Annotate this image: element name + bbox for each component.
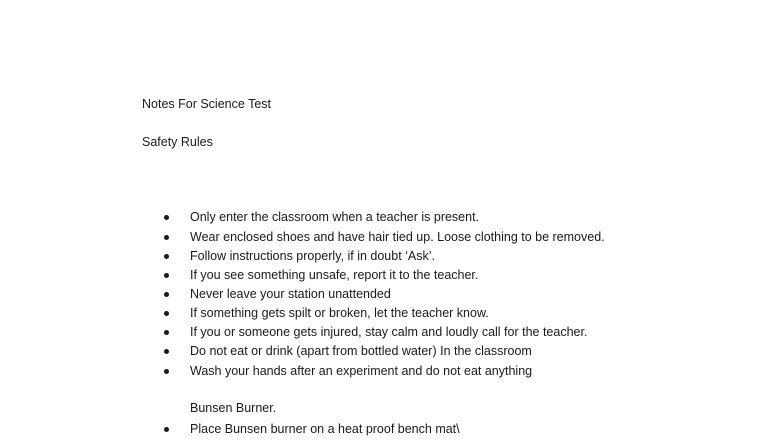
list-item bbox=[0, 266, 784, 285]
bullet-icon bbox=[164, 235, 169, 240]
subsection-heading-bunsen-burner: Bunsen Burner. bbox=[190, 401, 277, 415]
list-item bbox=[0, 208, 784, 227]
bullet-icon bbox=[164, 273, 169, 278]
list-item-text: Never leave your station unattended bbox=[190, 287, 391, 301]
list-item-text: If you see something unsafe, report it to the teacher. bbox=[190, 268, 479, 282]
bullet-icon bbox=[164, 311, 169, 316]
bullet-icon bbox=[164, 330, 169, 335]
list-item-text: Only enter the classroom when a teacher is present. bbox=[190, 210, 480, 224]
list-item bbox=[0, 342, 784, 361]
bullet-icon bbox=[164, 292, 169, 297]
list-item-text: Do not eat or drink (apart from bottled water) In the classroom bbox=[190, 344, 532, 358]
list-item bbox=[0, 228, 784, 247]
bullet-icon bbox=[164, 369, 169, 374]
list-item bbox=[0, 247, 784, 266]
list-item bbox=[0, 304, 784, 323]
bullet-icon bbox=[164, 349, 169, 354]
list-item bbox=[0, 420, 784, 439]
document-title: Notes For Science Test bbox=[142, 97, 271, 111]
bullet-icon bbox=[164, 254, 169, 259]
bullet-icon bbox=[164, 427, 169, 432]
list-item-text: If you or someone gets injured, stay calm and loudly call for the teacher. bbox=[190, 325, 588, 339]
list-item bbox=[0, 323, 784, 342]
list-item-text: Follow instructions properly, if in doubt ‘Ask’. bbox=[190, 249, 436, 263]
list-item-text: Wear enclosed shoes and have hair tied up. Loose clothing to be removed. bbox=[190, 230, 605, 244]
section-heading-safety-rules: Safety Rules bbox=[142, 135, 213, 149]
list-item-text: Wash your hands after an experiment and do not eat anything bbox=[190, 364, 533, 378]
list-item bbox=[0, 362, 784, 381]
list-item bbox=[0, 285, 784, 304]
list-item-text: If something gets spilt or broken, let the teacher know. bbox=[190, 306, 489, 320]
bullet-icon bbox=[164, 215, 169, 220]
list-item-text: Place Bunsen burner on a heat proof bench mat\ bbox=[190, 422, 460, 436]
